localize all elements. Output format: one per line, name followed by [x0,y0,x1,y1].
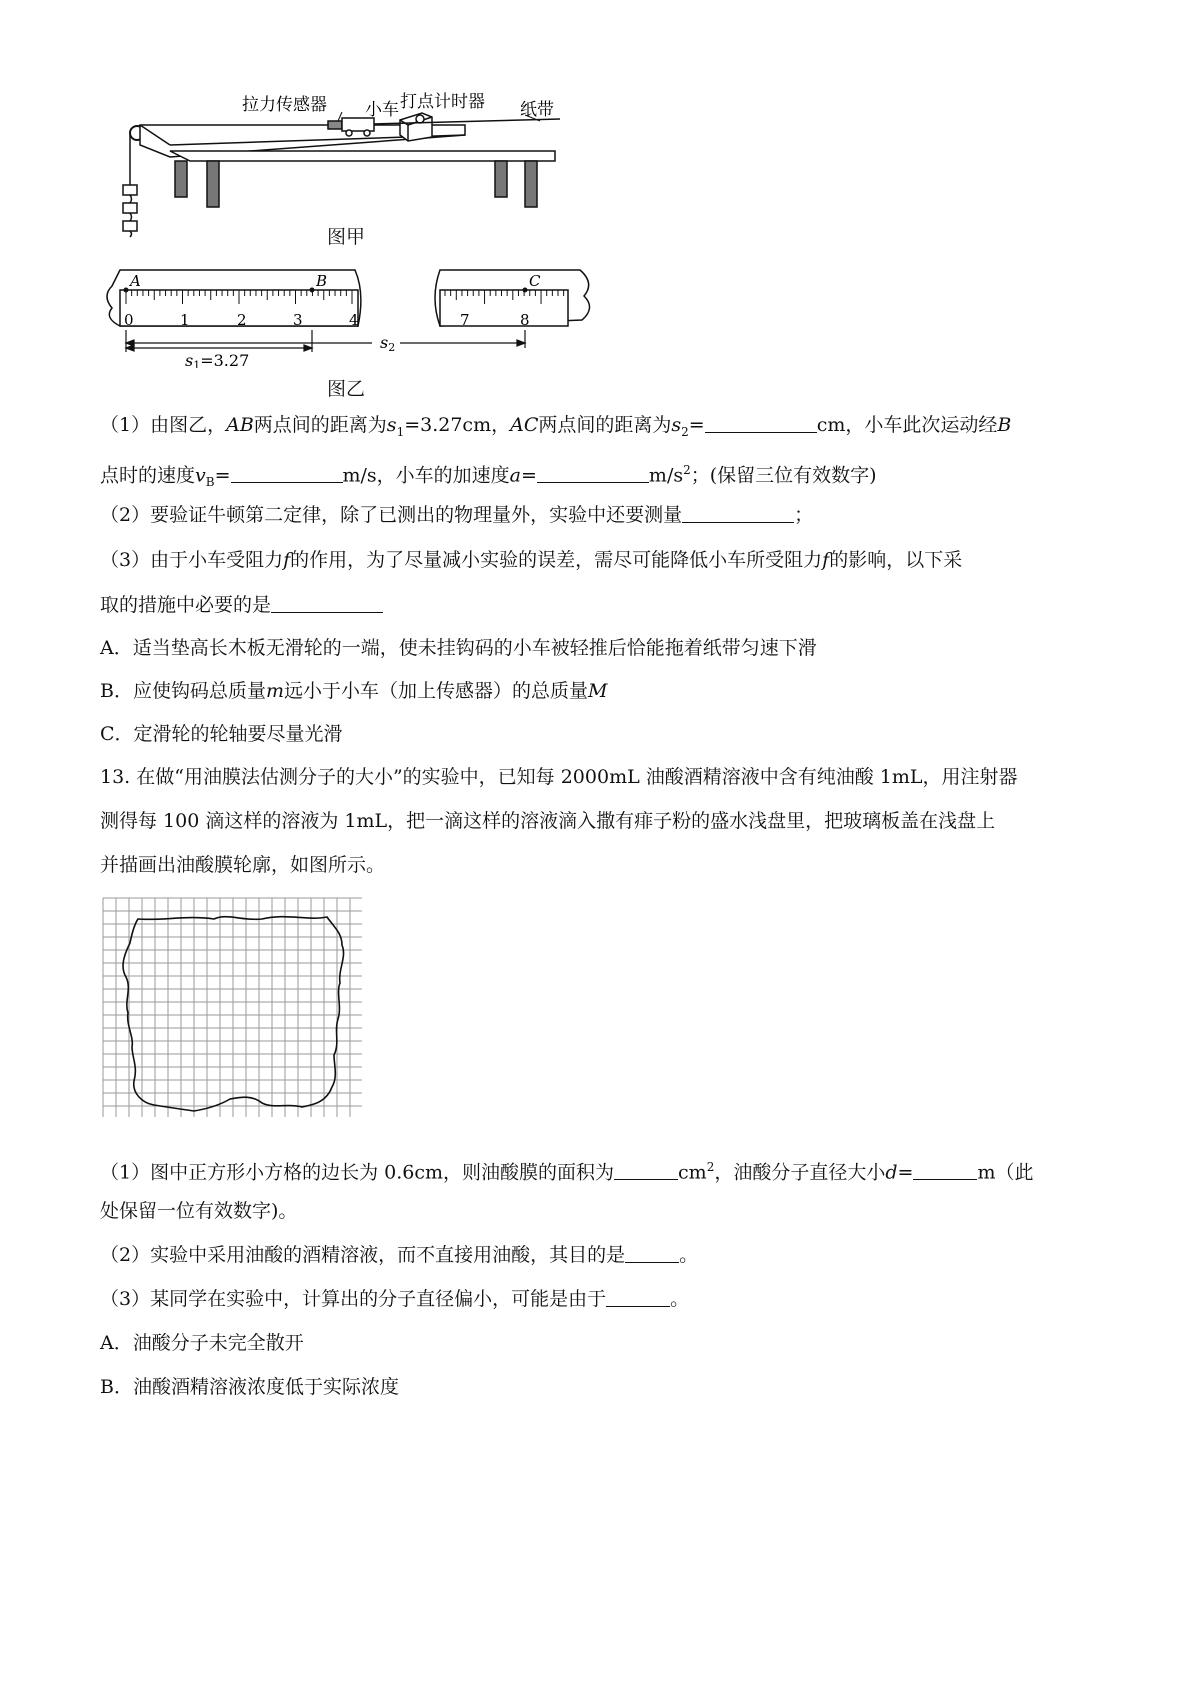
q13-option-b: B．油酸酒精溶液浓度低于实际浓度 [100,1376,399,1398]
answer-blank-area[interactable] [614,1159,678,1180]
answer-blank-s2[interactable] [705,412,817,433]
q12-option-a: A．适当垫高长木板无滑轮的一端，使未挂钩码的小车被轻推后恰能拖着纸带匀速下滑 [100,637,817,659]
table [170,151,555,207]
figure-oil-film-grid [102,897,364,1119]
answer-blank-diameter[interactable] [913,1159,977,1180]
q13-part1-line1: （1）图中正方形小方格的边长为 0.6cm，则油酸膜的面积为 $cm^2$，油酸分子直径大小d= m（此 [100,1160,1034,1184]
q12-option-c: C．定滑轮的轮轴要尽量光滑 [100,723,343,745]
q12-part3-line2: 取的措施中必要的是 [100,590,1100,620]
point-c [523,288,528,293]
q13-option-a: A．油酸分子未完全散开 [100,1332,304,1354]
hanging-weights [123,185,137,237]
caption-fig-b: 图乙 [327,378,366,400]
q13-stem-line1: 13. 在做“用油膜法估测分子的大小”的实验中，已知每 2000mL 油酸酒精溶液中含有纯油酸 1mL，用注射器 [100,766,1018,788]
dot-timer [400,113,432,141]
q12-part1-line2: 点时的速度$v_B= m/s$，小车的加速度$a= m/s^2$；(保留三位有效数字) [100,463,877,490]
q12-part1-line1: （1）由图乙，AB两点间的距离为$s_1=3.27cm$，AC两点间的距离为$s_2=$ cm，小车此次运动经B [100,414,1012,439]
tick-4: 4 [349,311,359,329]
label-car: 小车 [365,100,399,120]
q12-option-b: B．应使钩码总质量m远小于小车（加上传感器）的总质量M [100,680,608,702]
answer-blank-measure[interactable] [682,502,794,523]
label-tape: 纸带 [520,100,554,120]
tick-8: 8 [520,311,530,329]
q12-part2: （2）要验证牛顿第二定律，除了已测出的物理量外，实验中还要测量 ； [100,504,814,526]
tick-1: 1 [180,311,190,329]
answer-blank-accel[interactable] [537,462,649,483]
s2-dimension: s2 [380,333,396,354]
q13-part2: （2）实验中采用油酸的酒精溶液，而不直接用油酸，其目的是 。 [100,1244,699,1266]
caption-fig-a: 图甲 [327,226,366,248]
answer-blank-vb[interactable] [231,462,343,483]
point-a [124,288,129,293]
tick-7: 7 [460,311,470,329]
q12-part3-line1: （3）由于小车受阻力f的作用，为了尽量减小实验的误差，需尽可能降低小车所受阻力f的影响，以下采 [100,549,963,571]
point-c-label: C [529,272,541,290]
tick-2: 2 [237,311,247,329]
s1-dimension: s1=3.27 [185,351,250,368]
label-sensor: 拉力传感器 [242,95,327,115]
label-timer: 打点计时器 [400,92,485,112]
point-b [310,288,315,293]
answer-blank-measures[interactable] [271,592,383,613]
tick-3: 3 [293,311,303,329]
point-a-label: A [130,272,141,290]
figure-ruler [100,268,600,368]
answer-blank-reason[interactable] [606,1286,670,1307]
tick-0: 0 [124,311,134,329]
q13-stem-line3: 并描画出油酸膜轮廓，如图所示。 [100,854,386,876]
answer-blank-purpose[interactable] [625,1242,679,1263]
point-b-label: B [316,272,328,290]
q13-stem-line2: 测得每 100 滴这样的溶液为 1mL，把一滴这样的溶液滴入撒有痱子粉的盛水浅盘里，把玻璃板盖在浅盘上 [100,810,996,832]
q13-part3: （3）某同学在实验中，计算出的分子直径偏小，可能是由于 。 [100,1288,690,1310]
q13-part1-line2: 处保留一位有效数字)。 [100,1200,298,1222]
